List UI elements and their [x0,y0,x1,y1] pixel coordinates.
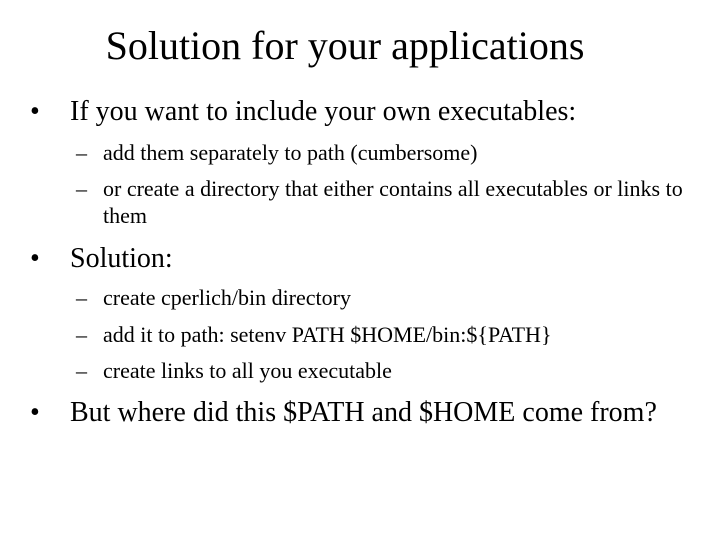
bullet-3 [30,397,690,429]
sub-bullet-dash: – [76,358,87,383]
slide-title: Solution for your applications [105,23,585,68]
sub-bullet-2-1-text: create cperlich/bin directory [103,285,351,310]
bullet-2 [30,243,690,275]
sub-bullet-2-1 [76,284,696,311]
sub-bullet-2-3-text: create links to all you executable [103,358,392,383]
sub-bullet-2-2-text: add it to path: setenv PATH $HOME/bin:${PATH} [103,322,552,347]
sub-bullet-2-3 [76,357,696,384]
sub-bullet-dash: – [76,322,87,347]
bullet-dot: • [30,397,40,428]
sub-bullet-1-2 [76,175,696,229]
sub-bullet-1-1-text: add them separately to path (cumbersome) [103,140,478,165]
bullet-1 [30,96,690,128]
sub-bullet-dash: – [76,176,87,201]
sub-bullet-2-2 [76,321,696,348]
sub-bullet-1-2-text: or create a directory that either contains all executables or links to them [103,176,683,228]
bullet-1-text: If you want to include your own executables: [70,96,577,127]
sub-bullet-dash: – [76,285,87,310]
bullet-dot: • [30,243,40,274]
bullet-3-text: But where did this $PATH and $HOME come from? [70,397,657,428]
sub-bullet-dash: – [76,140,87,165]
sub-bullet-1-1 [76,139,696,166]
bullet-2-text: Solution: [70,243,173,274]
bullet-dot: • [30,96,40,127]
